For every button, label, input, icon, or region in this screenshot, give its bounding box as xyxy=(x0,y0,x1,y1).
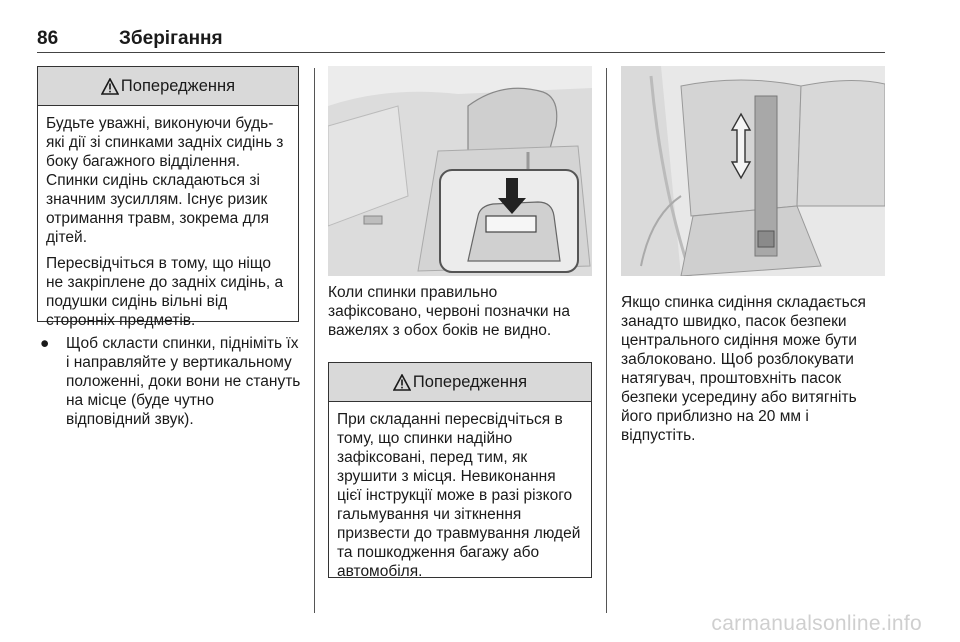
column-divider-1 xyxy=(314,68,315,613)
warning-title: Попередження xyxy=(412,372,528,391)
watermark: carmanualsonline.info xyxy=(711,612,922,635)
warning-paragraph: Пересвідчіться в тому, що ніщо не закріплене до задніх сидінь, а подушки сидінь вільні від сторонніх предметів. xyxy=(46,255,284,329)
warning-paragraph: Будьте уважні, виконуючи будь-які дії зі спинками задніх сидінь з боку багажного відділення. Спинки сидінь складаються зі значним зусиллям. Існує ризик отримання травм, зокрема для дітей. xyxy=(46,115,284,246)
warning-triangle-icon xyxy=(101,78,119,95)
figure-seat-latch xyxy=(328,66,592,276)
warning-box-1 xyxy=(37,66,299,329)
seat-belt-illustration xyxy=(621,66,885,276)
figure-1-caption: Коли спинки правильно зафіксовано, червоні позначки на важелях з обох боків не видно. xyxy=(328,284,570,339)
warning-header xyxy=(329,363,591,402)
bullet-text: Щоб скласти спинки, підніміть їх і направляйте у вертикальному положенні, доки вони не стануть на місце (буде чутно відповідний звук). xyxy=(66,335,301,428)
instruction-bullet xyxy=(40,334,302,428)
figure-seat-belt xyxy=(621,66,885,276)
warning-title: Попередження xyxy=(120,76,236,95)
page-number: 86 xyxy=(37,28,59,49)
bullet-marker: ● xyxy=(40,335,50,352)
warning-header xyxy=(38,67,298,106)
header-rule xyxy=(37,52,885,53)
warning-paragraph: При складанні пересвідчіться в тому, що спинки надійно зафіксовані, перед тим, як зрушити з місця. Невиконання цієї інструкції може в разі різкого гальмування чи зіткнення призвести до травмування людей та пошкодження багажу або автомобіля. xyxy=(337,411,581,580)
warning-box-2 xyxy=(328,362,592,578)
warning-triangle-icon xyxy=(393,374,411,391)
figure-2-caption: Якщо спинка сидіння складається занадто швидко, пасок безпеки центрального сидіння може бути заблоковано. Щоб розблокувати натягувач, проштовхніть пасок безпеки усередину або витягніть його приблизно на 20 мм і відпустіть. xyxy=(621,294,866,444)
seat-latch-illustration xyxy=(328,66,592,276)
page-header xyxy=(37,22,885,52)
section-title: Зберігання xyxy=(119,28,223,49)
column-divider-2 xyxy=(606,68,607,613)
